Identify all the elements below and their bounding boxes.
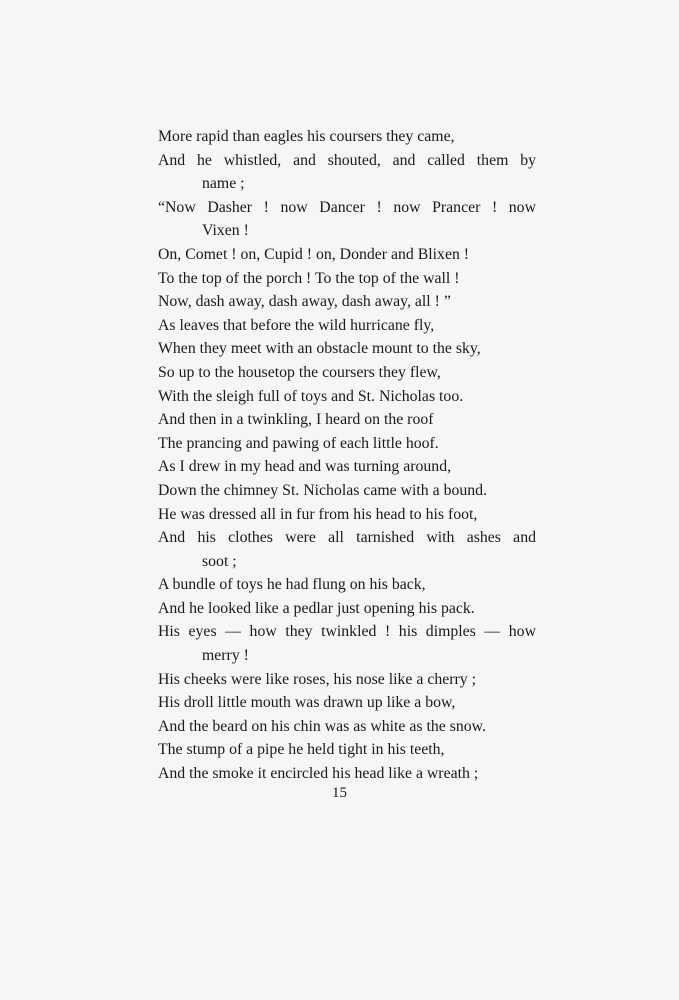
poem-line: And he looked like a pedlar just opening his pack.: [158, 599, 475, 617]
poem-line-continuation: merry !: [202, 647, 249, 665]
poem-line: And his clothes were all tarnished with ashes and: [158, 529, 536, 547]
poem-line: And the smoke it encircled his head like a wreath ;: [158, 765, 479, 783]
poem-line: His eyes — how they twinkled ! his dimples — how: [158, 623, 536, 641]
poem-line: So up to the housetop the coursers they flew,: [158, 363, 441, 381]
poem-line: On, Comet ! on, Cupid ! on, Donder and Blixen !: [158, 245, 470, 263]
poem-line: With the sleigh full of toys and St. Nicholas too.: [158, 387, 464, 405]
poem-line: The prancing and pawing of each little hoof.: [158, 434, 439, 452]
poem-line: “Now Dasher ! now Dancer ! now Prancer ! now: [158, 198, 536, 216]
poem-line: Down the chimney St. Nicholas came with a bound.: [158, 481, 488, 499]
poem-line: And he whistled, and shouted, and called them by: [158, 151, 536, 169]
poem-line: When they meet with an obstacle mount to the sky,: [158, 340, 481, 358]
poem-line: His droll little mouth was drawn up like a bow,: [158, 694, 456, 712]
poem-line: Now, dash away, dash away, dash away, all ! ”: [158, 293, 451, 311]
poem-line: And then in a twinkling, I heard on the roof: [158, 411, 434, 429]
poem-line: As I drew in my head and was turning around,: [158, 458, 452, 476]
poem-line: A bundle of toys he had flung on his back,: [158, 576, 426, 594]
poem-line: The stump of a pipe he held tight in his teeth,: [158, 741, 445, 759]
poem-line-continuation: soot ;: [202, 552, 237, 570]
poem-line: His cheeks were like roses, his nose like a cherry ;: [158, 670, 477, 688]
poem-line: As leaves that before the wild hurricane fly,: [158, 316, 435, 334]
poem-line: To the top of the porch ! To the top of the wall !: [158, 269, 460, 287]
poem-line-continuation: name ;: [202, 175, 245, 193]
poem-line-continuation: Vixen !: [202, 222, 249, 240]
poem-text: [158, 125, 536, 786]
page-number: 15: [332, 785, 347, 801]
poem-line: He was dressed all in fur from his head to his foot,: [158, 505, 478, 523]
poem-line: More rapid than eagles his coursers they came,: [158, 128, 455, 145]
poem-line: And the beard on his chin was as white as the snow.: [158, 717, 487, 735]
